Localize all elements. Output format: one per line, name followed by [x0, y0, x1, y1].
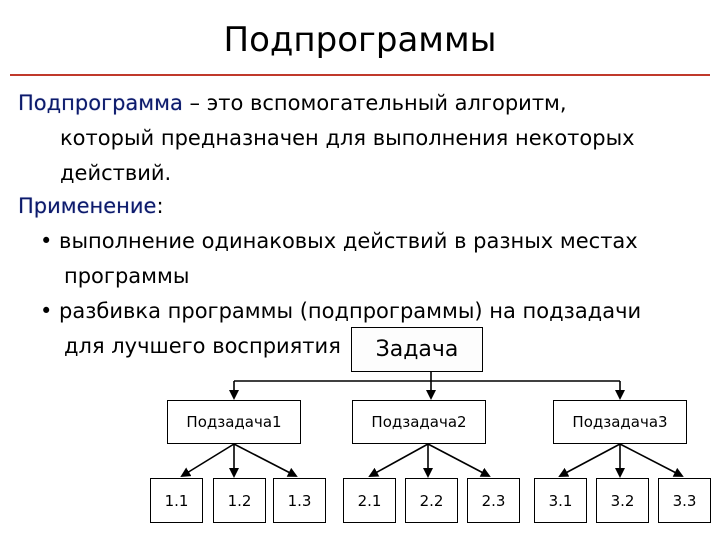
definition-term: Подпрограмма — [18, 91, 183, 115]
usage-colon: : — [156, 194, 164, 218]
bullet-line2: для лучшего восприятия — [64, 334, 341, 358]
leaf-task-box: 3.2 — [596, 478, 649, 523]
subtask2-to-leaf1-arrow — [370, 444, 428, 476]
subtask-box: Подзадача3 — [553, 400, 687, 444]
leaf-task-box: 1.3 — [273, 478, 326, 523]
leaf-task-box: 1.1 — [150, 478, 203, 523]
subtask1-to-leaf3-arrow — [234, 444, 296, 476]
root-task-box: Задача — [351, 327, 483, 372]
leaf-task-box: 2.3 — [467, 478, 520, 523]
slide-title: Подпрограммы — [223, 20, 497, 60]
subtask-box: Подзадача2 — [352, 400, 486, 444]
bullet-line1: • разбивка программы (подпрограммы) на подзадачи — [40, 299, 642, 323]
subtask2-to-leaf3-arrow — [428, 444, 489, 476]
definition-text-line3: действий. — [60, 161, 172, 185]
definition-text-line2: который предназначен для выполнения некоторых — [60, 126, 635, 150]
subtask-box: Подзадача1 — [167, 400, 301, 444]
leaf-task-box: 3.3 — [658, 478, 711, 523]
subtask1-to-leaf1-arrow — [182, 444, 234, 476]
leaf-task-box: 2.2 — [405, 478, 458, 523]
bullet-line1: • выполнение одинаковых действий в разных местах — [40, 229, 638, 253]
usage-term: Применение — [18, 194, 157, 218]
leaf-task-box: 3.1 — [534, 478, 587, 523]
subtask3-to-leaf3-arrow — [620, 444, 682, 476]
definition-text-line1: – это вспомогательный алгоритм, — [182, 91, 567, 115]
bullet-line2: программы — [64, 264, 190, 288]
leaf-task-box: 2.1 — [343, 478, 396, 523]
subtask3-to-leaf1-arrow — [560, 444, 620, 476]
leaf-task-box: 1.2 — [213, 478, 266, 523]
